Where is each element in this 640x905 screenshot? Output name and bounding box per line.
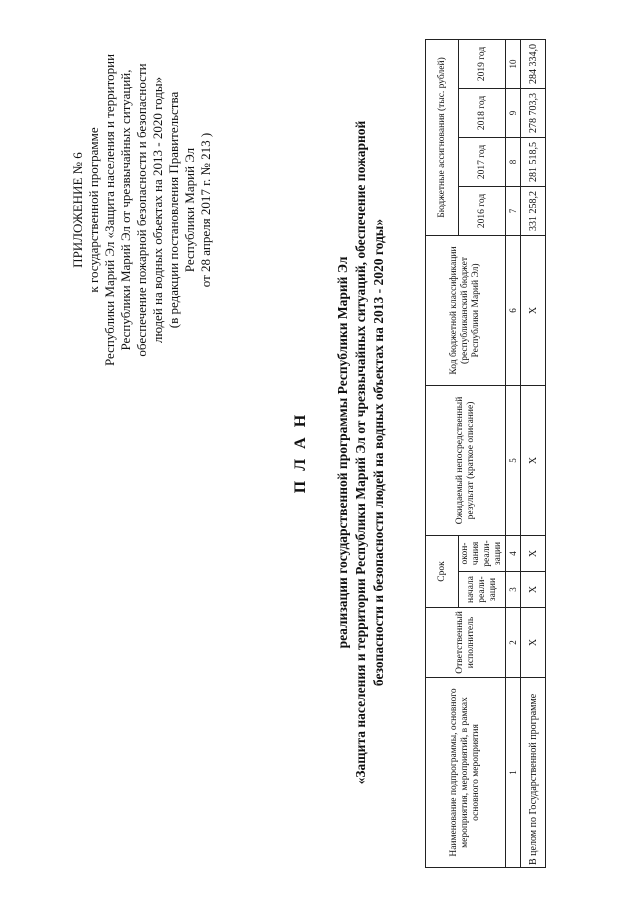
column-number: 4: [506, 535, 521, 571]
total-row-value: 284 334,0: [521, 39, 546, 88]
total-row-start: Х: [521, 572, 546, 608]
appendix-line: ПРИЛОЖЕНИЕ № 6: [70, 152, 85, 268]
column-number: 7: [506, 186, 521, 235]
appendix-block: [70, 30, 214, 390]
header-code: Код бюджетной классификации (республиканский бюджет Республики Марий Эл): [426, 235, 506, 385]
header-term-end: окон-чания реали-зации: [459, 535, 506, 571]
column-number: 6: [506, 235, 521, 385]
table-row: [521, 39, 546, 867]
column-number: 5: [506, 385, 521, 535]
header-year: 2017 год: [459, 137, 506, 186]
header-term: Срок: [426, 535, 459, 607]
column-number: 1: [506, 678, 521, 868]
header-result: Ожидаемый непосредственный результат (краткое описание): [426, 385, 506, 535]
header-year: 2018 год: [459, 88, 506, 137]
header-name: Наименование подпрограммы, основного мероприятия, мероприятий, в рамках основного мероприятия: [426, 678, 506, 868]
total-row-executor: Х: [521, 608, 546, 678]
column-number: 8: [506, 137, 521, 186]
column-number-row: [506, 39, 521, 867]
column-number: 9: [506, 88, 521, 137]
header-executor: Ответственный исполнитель: [426, 608, 506, 678]
appendix-line: к государственной программе: [86, 127, 101, 293]
total-row-value: 281 518,5: [521, 137, 546, 186]
total-row-end: Х: [521, 535, 546, 571]
total-row-value: 278 703,3: [521, 88, 546, 137]
total-row-result: Х: [521, 385, 546, 535]
appendix-line: (в редакции постановления Правительства: [166, 91, 181, 329]
column-number: 3: [506, 572, 521, 608]
header-budget: Бюджетные ассигнования (тыс. рублей): [426, 39, 459, 235]
appendix-line: Республики Марий Эл «Защита населения и территории: [102, 53, 117, 367]
plan-title: П Л А Н: [292, 411, 309, 494]
plan-subtitle-line: реализации государственной программы Республики Марий Эл: [335, 256, 350, 649]
total-row-code: Х: [521, 235, 546, 385]
plan-subtitle-line: «Защита населения и территории Республики Марий Эл от чрезвычайных ситуаций, обеспечение пожарной: [353, 120, 368, 785]
total-row-value: 331 258,2: [521, 186, 546, 235]
appendix-line: Республики Марий Эл от чрезвычайных ситуаций,: [118, 69, 133, 351]
plan-subtitle-line: безопасности и безопасности людей на водных объектах на 2013 - 2020 годы»: [371, 218, 386, 687]
header-term-start: начала реали-зации: [459, 572, 506, 608]
column-number: 2: [506, 608, 521, 678]
header-year: 2016 год: [459, 186, 506, 235]
appendix-line: людей на водных объектах на 2013 - 2020 годы»: [150, 76, 165, 344]
column-number: 10: [506, 39, 521, 88]
appendix-line: обеспечение пожарной безопасности и безопасности: [134, 63, 149, 357]
header-year: 2019 год: [459, 39, 506, 88]
appendix-line: от 28 апреля 2017 г. № 213 ): [198, 132, 213, 288]
total-row-name: В целом по Государственной программе: [521, 678, 546, 868]
plan-table: [425, 39, 546, 868]
appendix-line: Республики Марий Эл: [182, 147, 197, 273]
